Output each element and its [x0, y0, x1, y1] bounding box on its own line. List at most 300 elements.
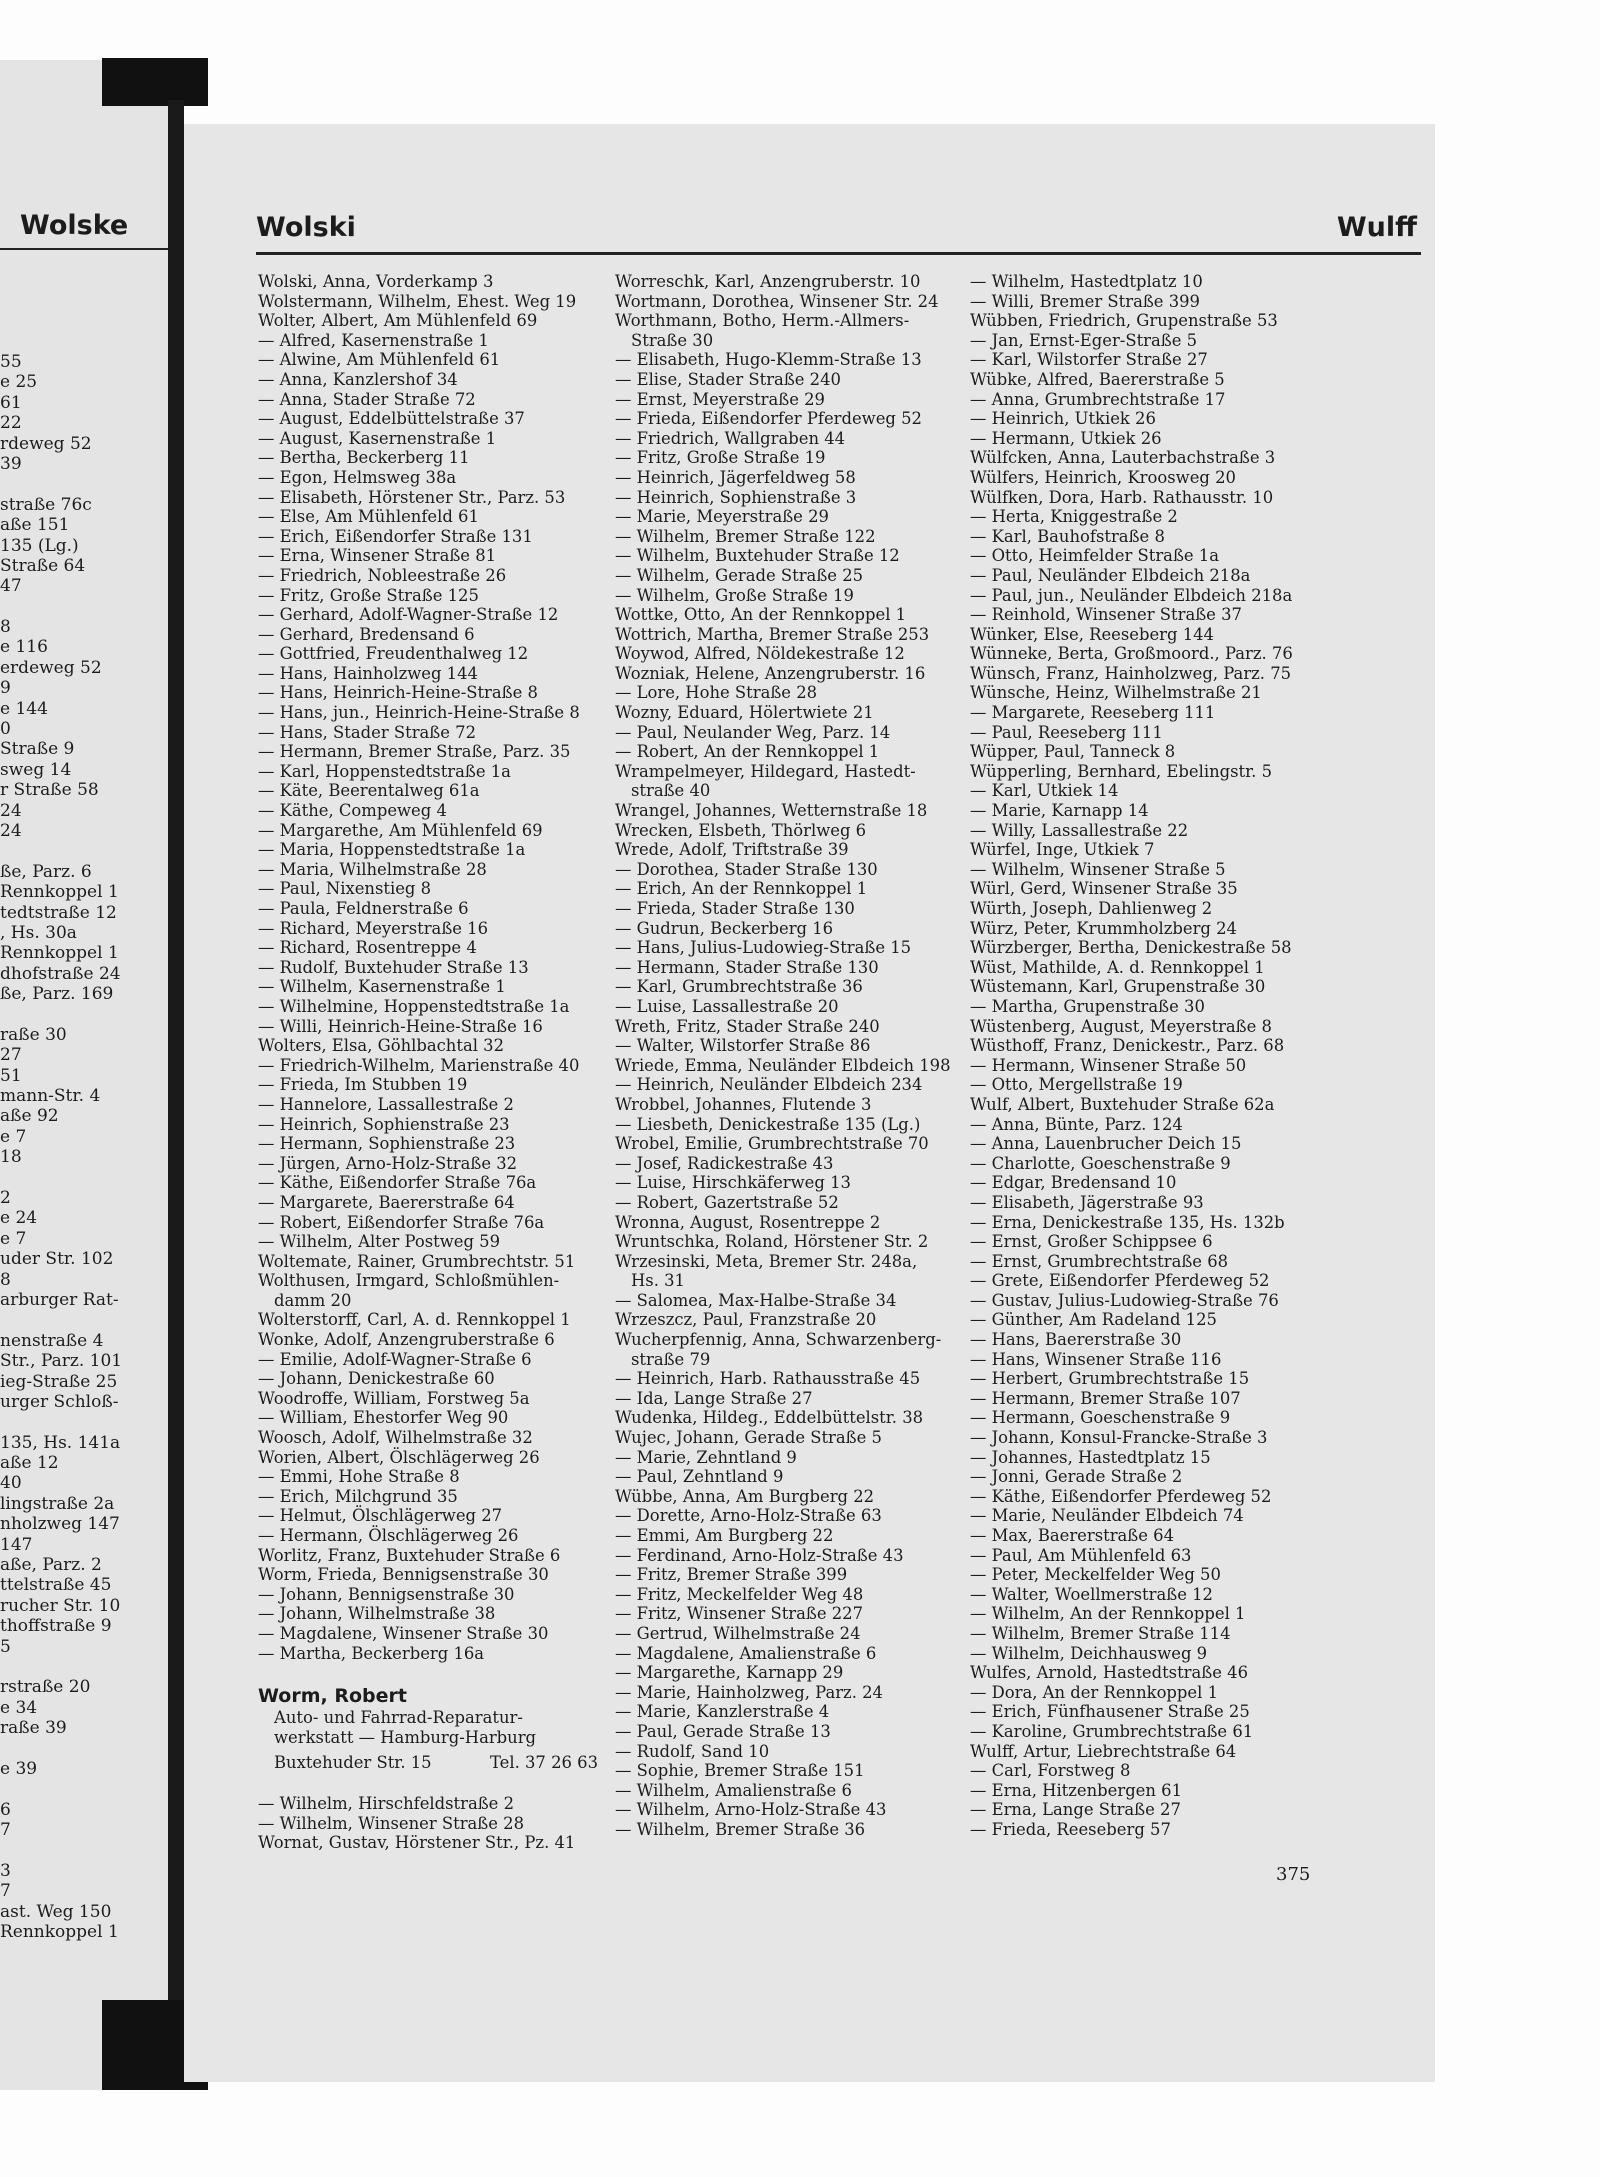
directory-entry: — Erna, Denickestraße 135, Hs. 132b [970, 1212, 1285, 1232]
directory-entry: — Gottfried, Freudenthalweg 12 [258, 644, 529, 664]
entry-column-3 [970, 272, 1293, 1840]
directory-entry: — Wilhelmine, Hoppenstedtstraße 1a [258, 996, 570, 1016]
left-page-fragment [0, 1779, 168, 1799]
directory-entry: — Johann, Wilhelmstraße 38 [258, 1604, 496, 1624]
directory-entry: Würz, Peter, Krummholzberg 24 [970, 918, 1237, 938]
directory-entry: — Johann, Konsul-Francke-Straße 3 [970, 1428, 1268, 1448]
directory-entry: Worlitz, Franz, Buxtehuder Straße 6 [258, 1545, 561, 1565]
directory-entry: — Liesbeth, Denickestraße 135 (Lg.) [615, 1114, 921, 1134]
left-page-fragment: e 24 [0, 1208, 38, 1229]
directory-entry: Wrede, Adolf, Triftstraße 39 [615, 840, 849, 860]
directory-entry: — Wilhelm, Große Straße 19 [615, 585, 854, 605]
left-page-fragment: r Straße 58 [0, 780, 99, 801]
left-header-rule [0, 248, 168, 250]
left-page-fragment: 24 [0, 820, 22, 841]
running-head-first-entry: Wolski [256, 212, 356, 243]
directory-entry: — Hans, Hainholzweg 144 [258, 663, 478, 683]
directory-entry: — Wilhelm, Bremer Straße 114 [970, 1623, 1231, 1643]
entry-column-1 [258, 272, 580, 1663]
directory-entry: Hs. 31 [631, 1271, 685, 1291]
directory-entry: — Max, Baererstraße 64 [970, 1526, 1175, 1545]
directory-entry: — Wilhelm, Alter Postweg 59 [258, 1232, 501, 1252]
directory-entry: — Elisabeth, Hörstener Str., Parz. 53 [258, 487, 566, 507]
directory-entry: — Sophie, Bremer Straße 151 [615, 1761, 865, 1781]
left-page-fragment: aße 12 [0, 1453, 59, 1474]
directory-entry: Worreschk, Karl, Anzengruberstr. 10 [615, 272, 921, 291]
directory-entry: — Heinrich, Utkiek 26 [970, 409, 1156, 429]
left-page-fragment: 55 [0, 352, 22, 372]
directory-entry: — Hans, Baererstraße 30 [970, 1330, 1182, 1350]
directory-entry: — Wilhelm, Winsener Straße 28 [258, 1813, 525, 1833]
directory-entry: Wüst, Mathilde, A. d. Rennkoppel 1 [970, 957, 1265, 977]
directory-entry: — Richard, Rosentreppe 4 [258, 938, 477, 958]
directory-entry: — Hermann, Sophienstraße 23 [258, 1134, 516, 1154]
directory-entry: — Johannes, Hastedtplatz 15 [970, 1447, 1211, 1467]
directory-entry: — Paul, Neulander Weg, Parz. 14 [615, 722, 891, 742]
directory-entry: Wünsche, Heinz, Wilhelmstraße 21 [970, 683, 1262, 703]
directory-entry: — Wilhelm, An der Rennkoppel 1 [970, 1604, 1246, 1624]
directory-entry: — Heinrich, Jägerfeldweg 58 [615, 467, 856, 487]
directory-entry: — Paul, Reeseberg 111 [970, 722, 1163, 742]
left-page-fragment: 51 [0, 1065, 22, 1086]
directory-entry: — Karoline, Grumbrechtstraße 61 [970, 1721, 1254, 1741]
directory-entry: Wübke, Alfred, Baererstraße 5 [970, 369, 1225, 389]
directory-entry: — Wilhelm, Gerade Straße 25 [615, 565, 864, 585]
left-page-fragment: 0 [0, 719, 11, 740]
directory-entry: — Käthe, Eißendorfer Straße 76a [258, 1173, 537, 1193]
directory-entry: Wülfers, Heinrich, Kroosweg 20 [970, 467, 1236, 487]
left-page-fragment [0, 1310, 168, 1330]
directory-entry: — Anna, Stader Straße 72 [258, 389, 476, 409]
directory-entry: — Gertrud, Wilhelmstraße 24 [615, 1623, 861, 1643]
directory-entry: — Wilhelm, Amalienstraße 6 [615, 1780, 852, 1800]
directory-entry: Wruntschka, Roland, Hörstener Str. 2 [615, 1232, 929, 1252]
left-page-fragment: 8 [0, 617, 11, 638]
directory-entry: — Maria, Hoppenstedtstraße 1a [258, 840, 526, 860]
directory-entry: — Friedrich-Wilhelm, Marienstraße 40 [258, 1055, 580, 1075]
left-page-fragment: 8 [0, 1269, 11, 1290]
left-page-fragment: uder Str. 102 [0, 1249, 114, 1270]
directory-entry: — Frieda, Stader Straße 130 [615, 899, 855, 918]
directory-entry: — Gustav, Julius-Ludowieg-Straße 76 [970, 1290, 1279, 1310]
left-page-fragment: sweg 14 [0, 759, 72, 780]
directory-entry: — Martha, Grupenstraße 30 [970, 996, 1205, 1016]
directory-entry: — Grete, Eißendorfer Pferdeweg 52 [970, 1271, 1270, 1291]
directory-entry: — Wilhelm, Winsener Straße 5 [970, 859, 1226, 879]
directory-entry: — Erna, Hitzenbergen 61 [970, 1780, 1183, 1800]
directory-entry: Wülfcken, Anna, Lauterbachstraße 3 [970, 448, 1276, 468]
directory-entry: — Karl, Wilstorfer Straße 27 [970, 350, 1208, 370]
directory-entry: — Hans, Stader Straße 72 [258, 722, 477, 742]
advertisement-line: Auto- und Fahrrad-Reparatur- [274, 1708, 523, 1727]
directory-entry: Wronna, August, Rosentreppe 2 [615, 1212, 881, 1232]
directory-entry: — Johann, Bennigsenstraße 30 [258, 1584, 515, 1604]
left-page-fragment: rucher Str. 10 [0, 1595, 121, 1616]
directory-entry: — Hermann, Bremer Straße 107 [970, 1388, 1241, 1408]
directory-entry: — Marie, Neuländer Elbdeich 74 [970, 1506, 1244, 1526]
directory-entry: — Gudrun, Beckerberg 16 [615, 918, 834, 938]
directory-entry: Würfel, Inge, Utkiek 7 [970, 840, 1155, 860]
directory-entry: Wulf, Albert, Buxtehuder Straße 62a [970, 1094, 1275, 1114]
directory-entry: Wottke, Otto, An der Rennkoppel 1 [615, 605, 907, 625]
directory-entry: — Erich, Fünfhausener Straße 25 [970, 1702, 1250, 1722]
directory-entry: — Wilhelm, Bremer Straße 36 [615, 1819, 866, 1839]
directory-entry: — Fritz, Meckelfelder Weg 48 [615, 1584, 864, 1604]
directory-page [184, 124, 1435, 2082]
directory-entry: Wüpperling, Bernhard, Ebelingstr. 5 [970, 761, 1272, 781]
left-page-fragment: 6 [0, 1799, 11, 1820]
left-page-fragment: aße, Parz. 2 [0, 1555, 102, 1576]
directory-entry: — Ernst, Grumbrechtstraße 68 [970, 1251, 1229, 1271]
directory-entry: — Paul, jun., Neuländer Elbdeich 218a [970, 585, 1293, 605]
directory-entry: — Luise, Hirschkäferweg 13 [615, 1173, 851, 1193]
directory-entry: — Johann, Denickestraße 60 [258, 1369, 495, 1389]
directory-entry: — Karl, Grumbrechtstraße 36 [615, 977, 863, 997]
directory-entry: — August, Kasernenstraße 1 [258, 428, 497, 448]
directory-entry: — Hermann, Winsener Straße 50 [970, 1055, 1247, 1075]
left-page-fragment [0, 1168, 168, 1188]
left-page-fragment [0, 1657, 168, 1677]
left-page-fragment: 22 [0, 413, 22, 434]
directory-entry: — Karl, Utkiek 14 [970, 781, 1119, 801]
directory-entry: Wolstermann, Wilhelm, Ehest. Weg 19 [258, 291, 577, 311]
directory-entry: — Wilhelm, Hirschfeldstraße 2 [258, 1794, 515, 1813]
directory-entry: Wrzeszcz, Paul, Franzstraße 20 [615, 1310, 877, 1330]
directory-entry: — Josef, Radickestraße 43 [615, 1153, 834, 1173]
directory-entry: — Magdalene, Winsener Straße 30 [258, 1623, 549, 1643]
directory-entry: — Fritz, Große Straße 125 [258, 585, 479, 605]
directory-entry: — Emmi, Hohe Straße 8 [258, 1467, 460, 1487]
directory-entry: — Margarete, Baererstraße 64 [258, 1192, 515, 1212]
directory-entry: Wrobel, Emilie, Grumbrechtstraße 70 [615, 1134, 929, 1154]
directory-entry: — Erna, Lange Straße 27 [970, 1800, 1181, 1820]
directory-entry: — Paul, Am Mühlenfeld 63 [970, 1545, 1192, 1565]
directory-entry: — Frieda, Im Stubben 19 [258, 1075, 468, 1095]
left-page-fragment: e 144 [0, 698, 48, 719]
left-page-fragment: aße 151 [0, 515, 70, 536]
directory-entry: Würth, Joseph, Dahlienweg 2 [970, 899, 1213, 918]
left-page-fragment: Straße 9 [0, 739, 75, 760]
left-page-fragment: 27 [0, 1045, 22, 1066]
header-rule [256, 252, 1421, 255]
directory-entry: — Heinrich, Sophienstraße 3 [615, 487, 857, 507]
directory-entry: — Karl, Bauhofstraße 8 [970, 526, 1165, 546]
directory-entry: — Paul, Zehntland 9 [615, 1467, 784, 1487]
directory-entry: — Heinrich, Neuländer Elbdeich 234 [615, 1075, 923, 1095]
left-page-fragment: arburger Rat- [0, 1289, 119, 1310]
left-page-fragment: Rennkoppel 1 [0, 882, 119, 903]
directory-entry: — Jonni, Gerade Straße 2 [970, 1467, 1183, 1487]
directory-entry: Wrecken, Elsbeth, Thörlweg 6 [615, 820, 867, 840]
directory-entry: Wolthusen, Irmgard, Schloßmühlen- [258, 1271, 560, 1291]
directory-entry: Wolski, Anna, Vorderkamp 3 [258, 272, 494, 291]
directory-entry: — Robert, An der Rennkoppel 1 [615, 742, 880, 762]
directory-entry: — Hans, Winsener Straße 116 [970, 1349, 1222, 1369]
left-page-fragment: ttelstraße 45 [0, 1575, 112, 1596]
directory-entry: Wüpper, Paul, Tanneck 8 [970, 742, 1176, 762]
directory-entry: — Fritz, Bremer Straße 399 [615, 1565, 848, 1585]
left-page-fragment: rstraße 20 [0, 1677, 91, 1698]
directory-entry: — Marie, Kanzlerstraße 4 [615, 1702, 830, 1722]
directory-entry: Wolterstorff, Carl, A. d. Rennkoppel 1 [258, 1310, 571, 1330]
directory-entry: Woosch, Adolf, Wilhelmstraße 32 [258, 1428, 533, 1448]
directory-entry: — Dorothea, Stader Straße 130 [615, 859, 878, 879]
directory-entry: — Hans, jun., Heinrich-Heine-Straße 8 [258, 703, 580, 723]
directory-entry: — Herta, Kniggestraße 2 [970, 507, 1178, 527]
directory-entry: — Otto, Mergellstraße 19 [970, 1075, 1183, 1095]
directory-entry: — Ernst, Großer Schippsee 6 [970, 1232, 1213, 1252]
entry-column-2 [615, 272, 951, 1840]
directory-entry: Wübben, Friedrich, Grupenstraße 53 [970, 311, 1278, 331]
directory-entry: Wriede, Emma, Neuländer Elbdeich 198 [615, 1055, 951, 1075]
left-page-fragment: nholzweg 147 [0, 1514, 120, 1535]
directory-entry: Wozny, Eduard, Hölertwiete 21 [615, 703, 874, 723]
directory-entry: — Rudolf, Buxtehuder Straße 13 [258, 957, 529, 977]
directory-entry: — Margarete, Reeseberg 111 [970, 703, 1216, 723]
directory-entry: — Magdalene, Amalienstraße 6 [615, 1643, 877, 1663]
directory-entry: — Hannelore, Lassallestraße 2 [258, 1094, 514, 1114]
directory-entry: — Marie, Meyerstraße 29 [615, 507, 829, 527]
directory-entry: Würl, Gerd, Winsener Straße 35 [970, 879, 1238, 899]
directory-entry: Worien, Albert, Ölschlägerweg 26 [258, 1447, 540, 1467]
directory-entry: — Egon, Helmsweg 38a [258, 467, 457, 487]
directory-entry: — Ernst, Meyerstraße 29 [615, 389, 825, 409]
directory-entry: — Luise, Lassallestraße 20 [615, 996, 839, 1016]
directory-entry: — Heinrich, Harb. Rathausstraße 45 [615, 1369, 921, 1389]
directory-entry: — Hermann, Bremer Straße, Parz. 35 [258, 742, 571, 762]
directory-entry: Worm, Frieda, Bennigsenstraße 30 [258, 1565, 549, 1585]
directory-entry: — Heinrich, Sophienstraße 23 [258, 1114, 510, 1134]
directory-entry: — Anna, Bünte, Parz. 124 [970, 1114, 1183, 1134]
left-page-fragment: aße 92 [0, 1106, 59, 1127]
directory-entry: — Marie, Karnapp 14 [970, 801, 1149, 821]
left-page-fragment: e 34 [0, 1697, 38, 1718]
directory-entry: — Elisabeth, Jägerstraße 93 [970, 1192, 1204, 1212]
directory-entry: Wüsthoff, Franz, Denickestr., Parz. 68 [970, 1036, 1285, 1056]
left-page-fragment: e 39 [0, 1758, 38, 1779]
directory-entry: — Robert, Eißendorfer Straße 76a [258, 1212, 545, 1232]
left-page-fragment: thoffstraße 9 [0, 1616, 112, 1637]
left-page-fragment: Straße 64 [0, 555, 86, 576]
directory-entry: — Elise, Stader Straße 240 [615, 369, 841, 389]
directory-entry: Wornat, Gustav, Hörstener Str., Pz. 41 [258, 1833, 576, 1853]
directory-entry: Wrobbel, Johannes, Flutende 3 [615, 1094, 872, 1114]
left-page-fragment [0, 1841, 168, 1861]
directory-entry: — Ferdinand, Arno-Holz-Straße 43 [615, 1545, 904, 1565]
directory-entry: — Alwine, Am Mühlenfeld 61 [258, 350, 501, 370]
directory-entry: — Margarethe, Am Mühlenfeld 69 [258, 820, 543, 840]
left-page-fragment: 7 [0, 1820, 11, 1841]
left-page-fragment [0, 1412, 168, 1432]
left-page-fragment: Str., Parz. 101 [0, 1351, 123, 1372]
directory-entry: — Anna, Lauenbrucher Deich 15 [970, 1134, 1242, 1154]
directory-entry: — Helmut, Ölschlägerweg 27 [258, 1506, 503, 1526]
directory-entry: Wonke, Adolf, Anzengruberstraße 6 [258, 1330, 555, 1350]
left-page-fragment: e 7 [0, 1228, 27, 1249]
directory-entry: — Friedrich, Wallgraben 44 [615, 428, 846, 448]
binding-gutter [168, 100, 184, 2090]
directory-entry: — Erich, Milchgrund 35 [258, 1486, 458, 1506]
directory-entry: — Salomea, Max-Halbe-Straße 34 [615, 1290, 897, 1310]
directory-entry: Wrangel, Johannes, Wetternstraße 18 [615, 801, 928, 821]
directory-entry: — Willy, Lassallestraße 22 [970, 820, 1189, 840]
directory-entry: Wozniak, Helene, Anzengruberstr. 16 [615, 663, 926, 683]
left-page-fragment: 147 [0, 1534, 33, 1555]
left-page-fragment: ße, Parz. 6 [0, 861, 92, 882]
left-page-fragment: nenstraße 4 [0, 1330, 104, 1351]
left-page-fragment [0, 474, 168, 494]
advertisement-address: Buxtehuder Str. 15 [274, 1753, 432, 1773]
advertisement-line: werkstatt — Hamburg-Harburg [274, 1727, 537, 1747]
binding-shadow-top [102, 58, 208, 106]
directory-entry: — Käte, Beerentalweg 61a [258, 781, 480, 801]
entry-column-1-continued [258, 1794, 575, 1853]
directory-entry: — Käthe, Eißendorfer Pferdeweg 52 [970, 1486, 1272, 1506]
directory-entry: — Gerhard, Bredensand 6 [258, 624, 475, 644]
directory-entry: — Wilhelm, Buxtehuder Straße 12 [615, 546, 900, 566]
left-page-fragment: e 25 [0, 372, 38, 393]
directory-entry: — Hermann, Stader Straße 130 [615, 957, 879, 977]
advertisement-contact [258, 1753, 598, 1773]
directory-entry: — Karl, Hoppenstedtstraße 1a [258, 761, 511, 781]
directory-entry: — Rudolf, Sand 10 [615, 1741, 770, 1761]
directory-entry: Woodroffe, William, Forstweg 5a [258, 1388, 530, 1408]
directory-entry: Wrampelmeyer, Hildegard, Hastedt- [615, 761, 916, 781]
directory-entry: — Paul, Neuländer Elbdeich 218a [970, 565, 1251, 585]
directory-entry: — Ida, Lange Straße 27 [615, 1388, 813, 1408]
directory-entry: Woywod, Alfred, Nöldekestraße 12 [615, 644, 905, 664]
left-page-fragment: ast. Weg 150 [0, 1901, 112, 1922]
directory-entry: — Fritz, Große Straße 19 [615, 448, 826, 468]
left-page-fragment [0, 1005, 168, 1025]
left-page-fragment: ße, Parz. 169 [0, 984, 114, 1005]
left-page-fragment: tedtstraße 12 [0, 902, 117, 923]
directory-entry: Wortmann, Dorothea, Winsener Str. 24 [615, 291, 939, 311]
directory-entry: — Alfred, Kasernenstraße 1 [258, 330, 489, 350]
directory-entry: Wüstemann, Karl, Grupenstraße 30 [970, 977, 1266, 997]
directory-entry: — Dora, An der Rennkoppel 1 [970, 1682, 1218, 1702]
directory-entry: Wünsch, Franz, Hainholzweg, Parz. 75 [970, 663, 1292, 683]
left-page-fragment: raße 39 [0, 1718, 67, 1739]
directory-entry: — Erich, Eißendorfer Straße 131 [258, 526, 533, 546]
directory-entry: — Jürgen, Arno-Holz-Straße 32 [258, 1153, 518, 1173]
left-page-fragment: lingstraße 2a [0, 1493, 115, 1514]
left-page-fragment: rdeweg 52 [0, 433, 92, 454]
directory-entry: — Martha, Beckerberg 16a [258, 1643, 485, 1663]
directory-entry: — Günther, Am Radeland 125 [970, 1310, 1217, 1330]
left-page-fragment: dhofstraße 24 [0, 963, 121, 984]
left-page-fragment: 5 [0, 1636, 11, 1657]
directory-entry: — Reinhold, Winsener Straße 37 [970, 605, 1242, 625]
directory-entry: — Hermann, Utkiek 26 [970, 428, 1162, 448]
directory-entry: — Hans, Heinrich-Heine-Straße 8 [258, 683, 538, 703]
left-page-fragment: 7 [0, 1881, 11, 1902]
left-page-fragment: erdeweg 52 [0, 657, 102, 678]
directory-entry: — Paul, Gerade Straße 13 [615, 1721, 831, 1741]
directory-entry: Wolter, Albert, Am Mühlenfeld 69 [258, 311, 538, 331]
directory-entry: Straße 30 [631, 330, 714, 350]
directory-entry: — Friedrich, Nobleestraße 26 [258, 565, 507, 585]
directory-entry: — Carl, Forstweg 8 [970, 1761, 1131, 1781]
directory-entry: — Willi, Heinrich-Heine-Straße 16 [258, 1016, 543, 1036]
directory-entry: — Hans, Julius-Ludowieg-Straße 15 [615, 938, 912, 958]
page-number: 375 [1276, 1864, 1311, 1885]
left-page-fragment: 40 [0, 1473, 22, 1494]
directory-entry: Wulfes, Arnold, Hastedtstraße 46 [970, 1663, 1248, 1683]
left-page-entry-fragments [0, 352, 168, 1942]
directory-entry: — Anna, Kanzlershof 34 [258, 369, 458, 389]
advertisement-phone: Tel. 37 26 63 [489, 1753, 598, 1773]
left-page-fragment: 39 [0, 453, 22, 474]
left-page-fragment: 18 [0, 1147, 22, 1168]
left-page-fragment: mann-Str. 4 [0, 1086, 101, 1107]
directory-entry: — Frieda, Eißendorfer Pferdeweg 52 [615, 409, 922, 429]
directory-entry: — Elisabeth, Hugo-Klemm-Straße 13 [615, 350, 922, 370]
directory-entry: Wreth, Fritz, Stader Straße 240 [615, 1016, 880, 1036]
left-page-fragment: 135, Hs. 141a [0, 1432, 121, 1453]
directory-entry: — Wilhelm, Bremer Straße 122 [615, 526, 876, 546]
left-page-fragment: ieg-Straße 25 [0, 1371, 118, 1392]
directory-entry: — Marie, Hainholzweg, Parz. 24 [615, 1682, 883, 1702]
directory-entry: damm 20 [274, 1290, 352, 1310]
directory-entry: — Emilie, Adolf-Wagner-Straße 6 [258, 1349, 532, 1369]
directory-entry: — August, Eddelbüttelstraße 37 [258, 409, 525, 429]
directory-entry: straße 40 [631, 781, 711, 801]
directory-entry: — Richard, Meyerstraße 16 [258, 918, 489, 938]
directory-entry: — Erna, Winsener Straße 81 [258, 546, 497, 566]
directory-entry: — Willi, Bremer Straße 399 [970, 291, 1200, 311]
directory-entry: — Wilhelm, Hastedtplatz 10 [970, 272, 1203, 291]
directory-entry: — Walter, Woellmerstraße 12 [970, 1584, 1213, 1604]
directory-entry: Wolters, Elsa, Göhlbachtal 32 [258, 1036, 505, 1056]
left-page-fragment: 24 [0, 800, 22, 821]
directory-entry: — Frieda, Reeseberg 57 [970, 1819, 1171, 1839]
directory-entry: Wujec, Johann, Gerade Straße 5 [615, 1428, 882, 1448]
left-page-fragment: raße 30 [0, 1024, 67, 1045]
left-page-fragment: 47 [0, 576, 22, 597]
left-page-fragment: e 7 [0, 1126, 27, 1147]
directory-entry: Wudenka, Hildeg., Eddelbüttelstr. 38 [615, 1408, 924, 1428]
directory-entry: — Edgar, Bredensand 10 [970, 1173, 1177, 1193]
directory-entry: — Charlotte, Goeschenstraße 9 [970, 1153, 1231, 1173]
directory-entry: — Paul, Nixenstieg 8 [258, 879, 432, 899]
directory-entry: — Else, Am Mühlenfeld 61 [258, 507, 479, 527]
directory-entry: — Erich, An der Rennkoppel 1 [615, 879, 868, 899]
left-page-fragment: , Hs. 30a [0, 922, 77, 943]
left-page-fragment [0, 841, 168, 861]
directory-entry: Wünneke, Berta, Großmoord., Parz. 76 [970, 644, 1293, 664]
directory-entry: — Hermann, Goeschenstraße 9 [970, 1408, 1231, 1428]
left-page-fragment: 61 [0, 392, 22, 413]
advertisement-name: Worm, Robert [258, 1685, 407, 1707]
directory-entry: Wrzesinski, Meta, Bremer Str. 248a, [615, 1251, 918, 1271]
directory-entry: — Walter, Wilstorfer Straße 86 [615, 1036, 871, 1056]
directory-entry: straße 79 [631, 1349, 711, 1369]
left-page-fragment: 9 [0, 678, 11, 699]
business-advertisement [258, 1684, 598, 1773]
directory-entry: — Margarethe, Karnapp 29 [615, 1663, 844, 1683]
directory-entry: — Peter, Meckelfelder Weg 50 [970, 1565, 1221, 1585]
left-page-fragment: e 116 [0, 637, 48, 658]
left-page-fragment [0, 1739, 168, 1759]
directory-entry: — Käthe, Compeweg 4 [258, 801, 447, 821]
directory-entry: Wulff, Artur, Liebrechtstraße 64 [970, 1741, 1237, 1761]
directory-entry: — Marie, Zehntland 9 [615, 1447, 797, 1467]
left-page-fragment: urger Schloß- [0, 1391, 119, 1412]
directory-entry: Wübbe, Anna, Am Burgberg 22 [615, 1486, 875, 1506]
left-page-edge [0, 60, 168, 2090]
left-page-fragment: Rennkoppel 1 [0, 1922, 119, 1943]
